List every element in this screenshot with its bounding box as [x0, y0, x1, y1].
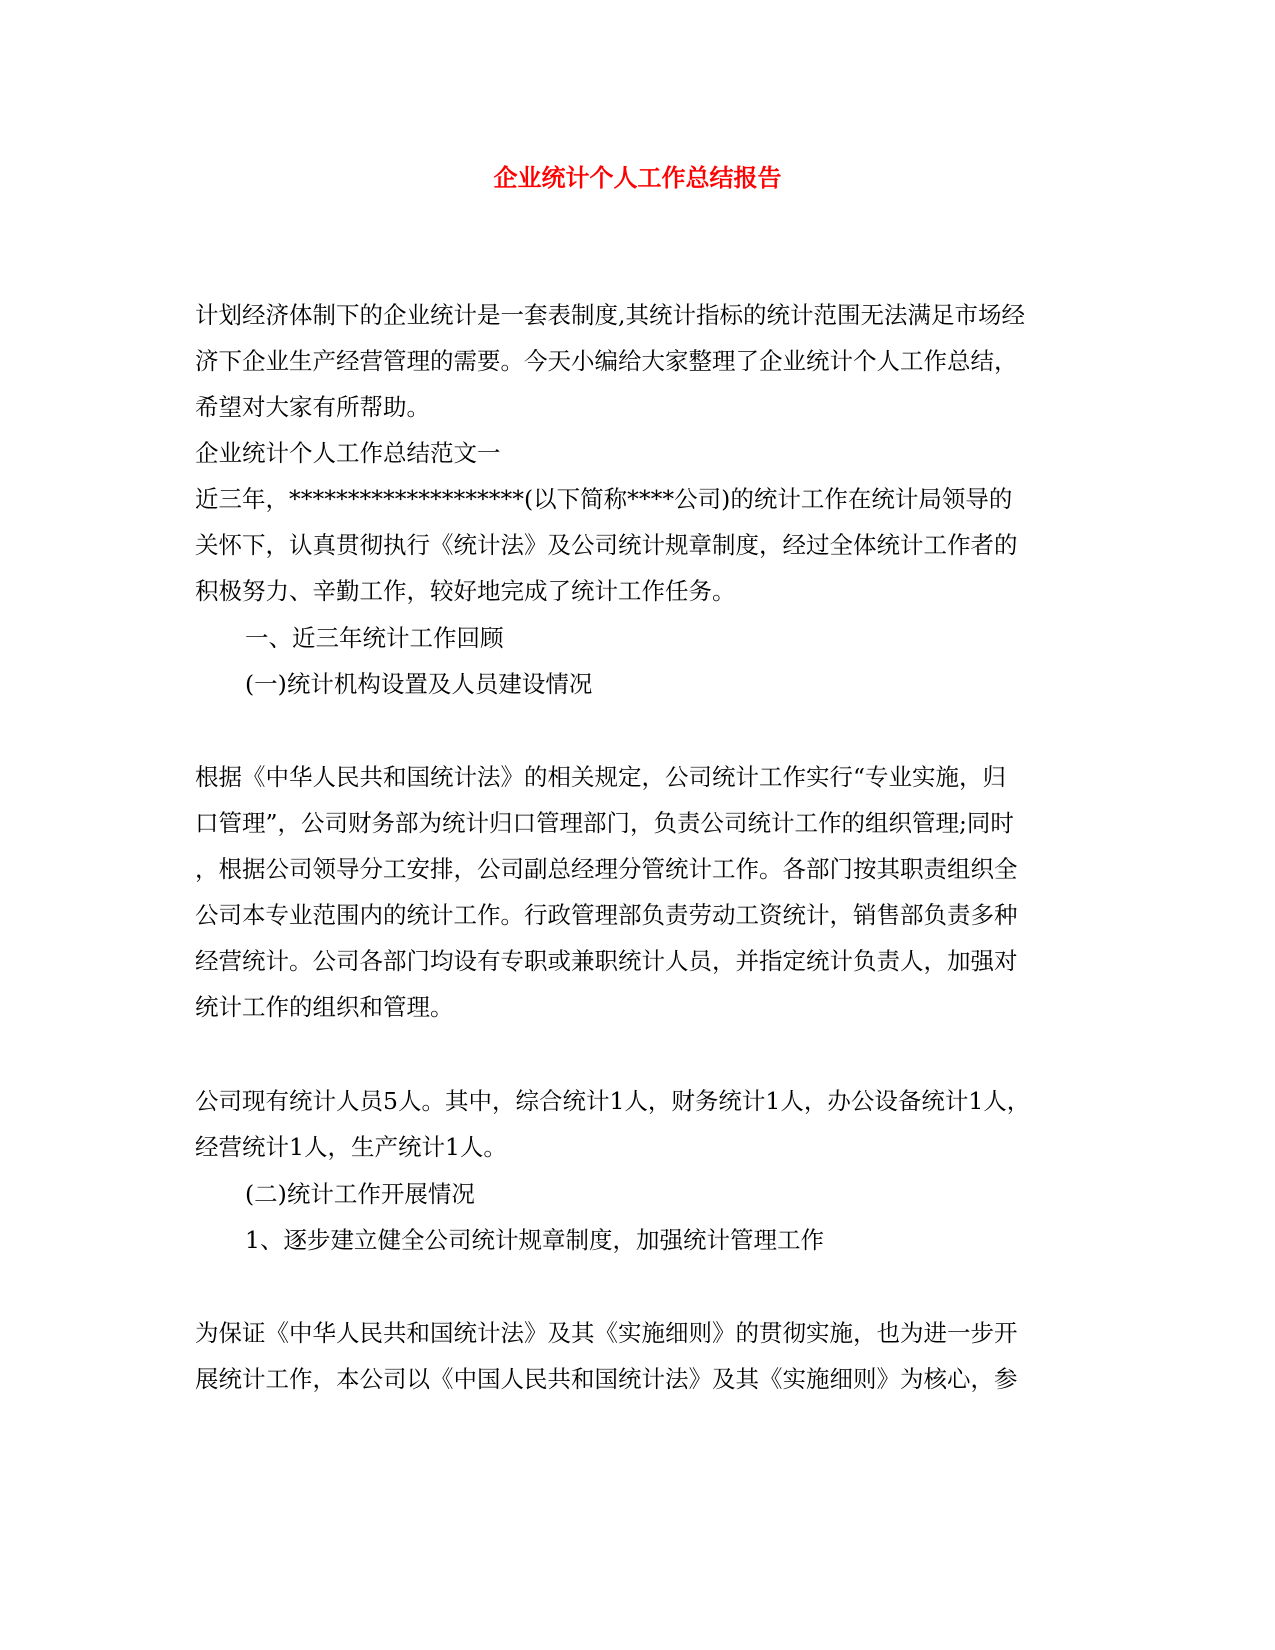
- body-line: 近三年，********************(以下简称****公司)的统计工作在统计局领导的: [195, 485, 1013, 513]
- document-title: 企业统计个人工作总结报告: [493, 163, 782, 192]
- subsection-heading: 1、逐步建立健全公司统计规章制度，加强统计管理工作: [245, 1226, 824, 1254]
- body-line: 口管理”，公司财务部为统计归口管理部门，负责公司统计工作的组织管理;同时: [195, 809, 1014, 837]
- body-line: 公司本专业范围内的统计工作。行政管理部负责劳动工资统计，销售部负责多种: [195, 901, 1018, 929]
- body-line: 济下企业生产经营管理的需要。今天小编给大家整理了企业统计个人工作总结，: [195, 347, 1018, 375]
- body-line: 积极努力、辛勤工作，较好地完成了统计工作任务。: [195, 577, 736, 605]
- subsection-heading: (二)统计工作开展情况: [245, 1180, 475, 1208]
- body-line: 经营统计。公司各部门均设有专职或兼职统计人员，并指定统计负责人，加强对: [195, 947, 1018, 975]
- subsection-heading: (一)统计机构设置及人员建设情况: [245, 670, 593, 698]
- section-heading: 企业统计个人工作总结范文一: [195, 439, 501, 467]
- body-line: 公司现有统计人员5人。其中，综合统计1人，财务统计1人，办公设备统计1人，: [195, 1087, 1031, 1115]
- body-line: 希望对大家有所帮助。: [195, 393, 430, 421]
- body-line: 计划经济体制下的企业统计是一套表制度,其统计指标的统计范围无法满足市场经: [195, 301, 1025, 329]
- body-line: 统计工作的组织和管理。: [195, 993, 454, 1021]
- section-heading: 一、近三年统计工作回顾: [245, 624, 504, 652]
- body-line: ，根据公司领导分工安排，公司副总经理分管统计工作。各部门按其职责组织全: [195, 855, 1018, 883]
- body-line: 经营统计1人，生产统计1人。: [195, 1133, 507, 1161]
- body-line: 为保证《中华人民共和国统计法》及其《实施细则》的贯彻实施，也为进一步开: [195, 1319, 1018, 1347]
- body-line: 关怀下，认真贯彻执行《统计法》及公司统计规章制度，经过全体统计工作者的: [195, 531, 1018, 559]
- body-line: 展统计工作，本公司以《中国人民共和国统计法》及其《实施细则》为核心，参: [195, 1365, 1018, 1393]
- body-line: 根据《中华人民共和国统计法》的相关规定，公司统计工作实行“专业实施，归: [195, 763, 1007, 791]
